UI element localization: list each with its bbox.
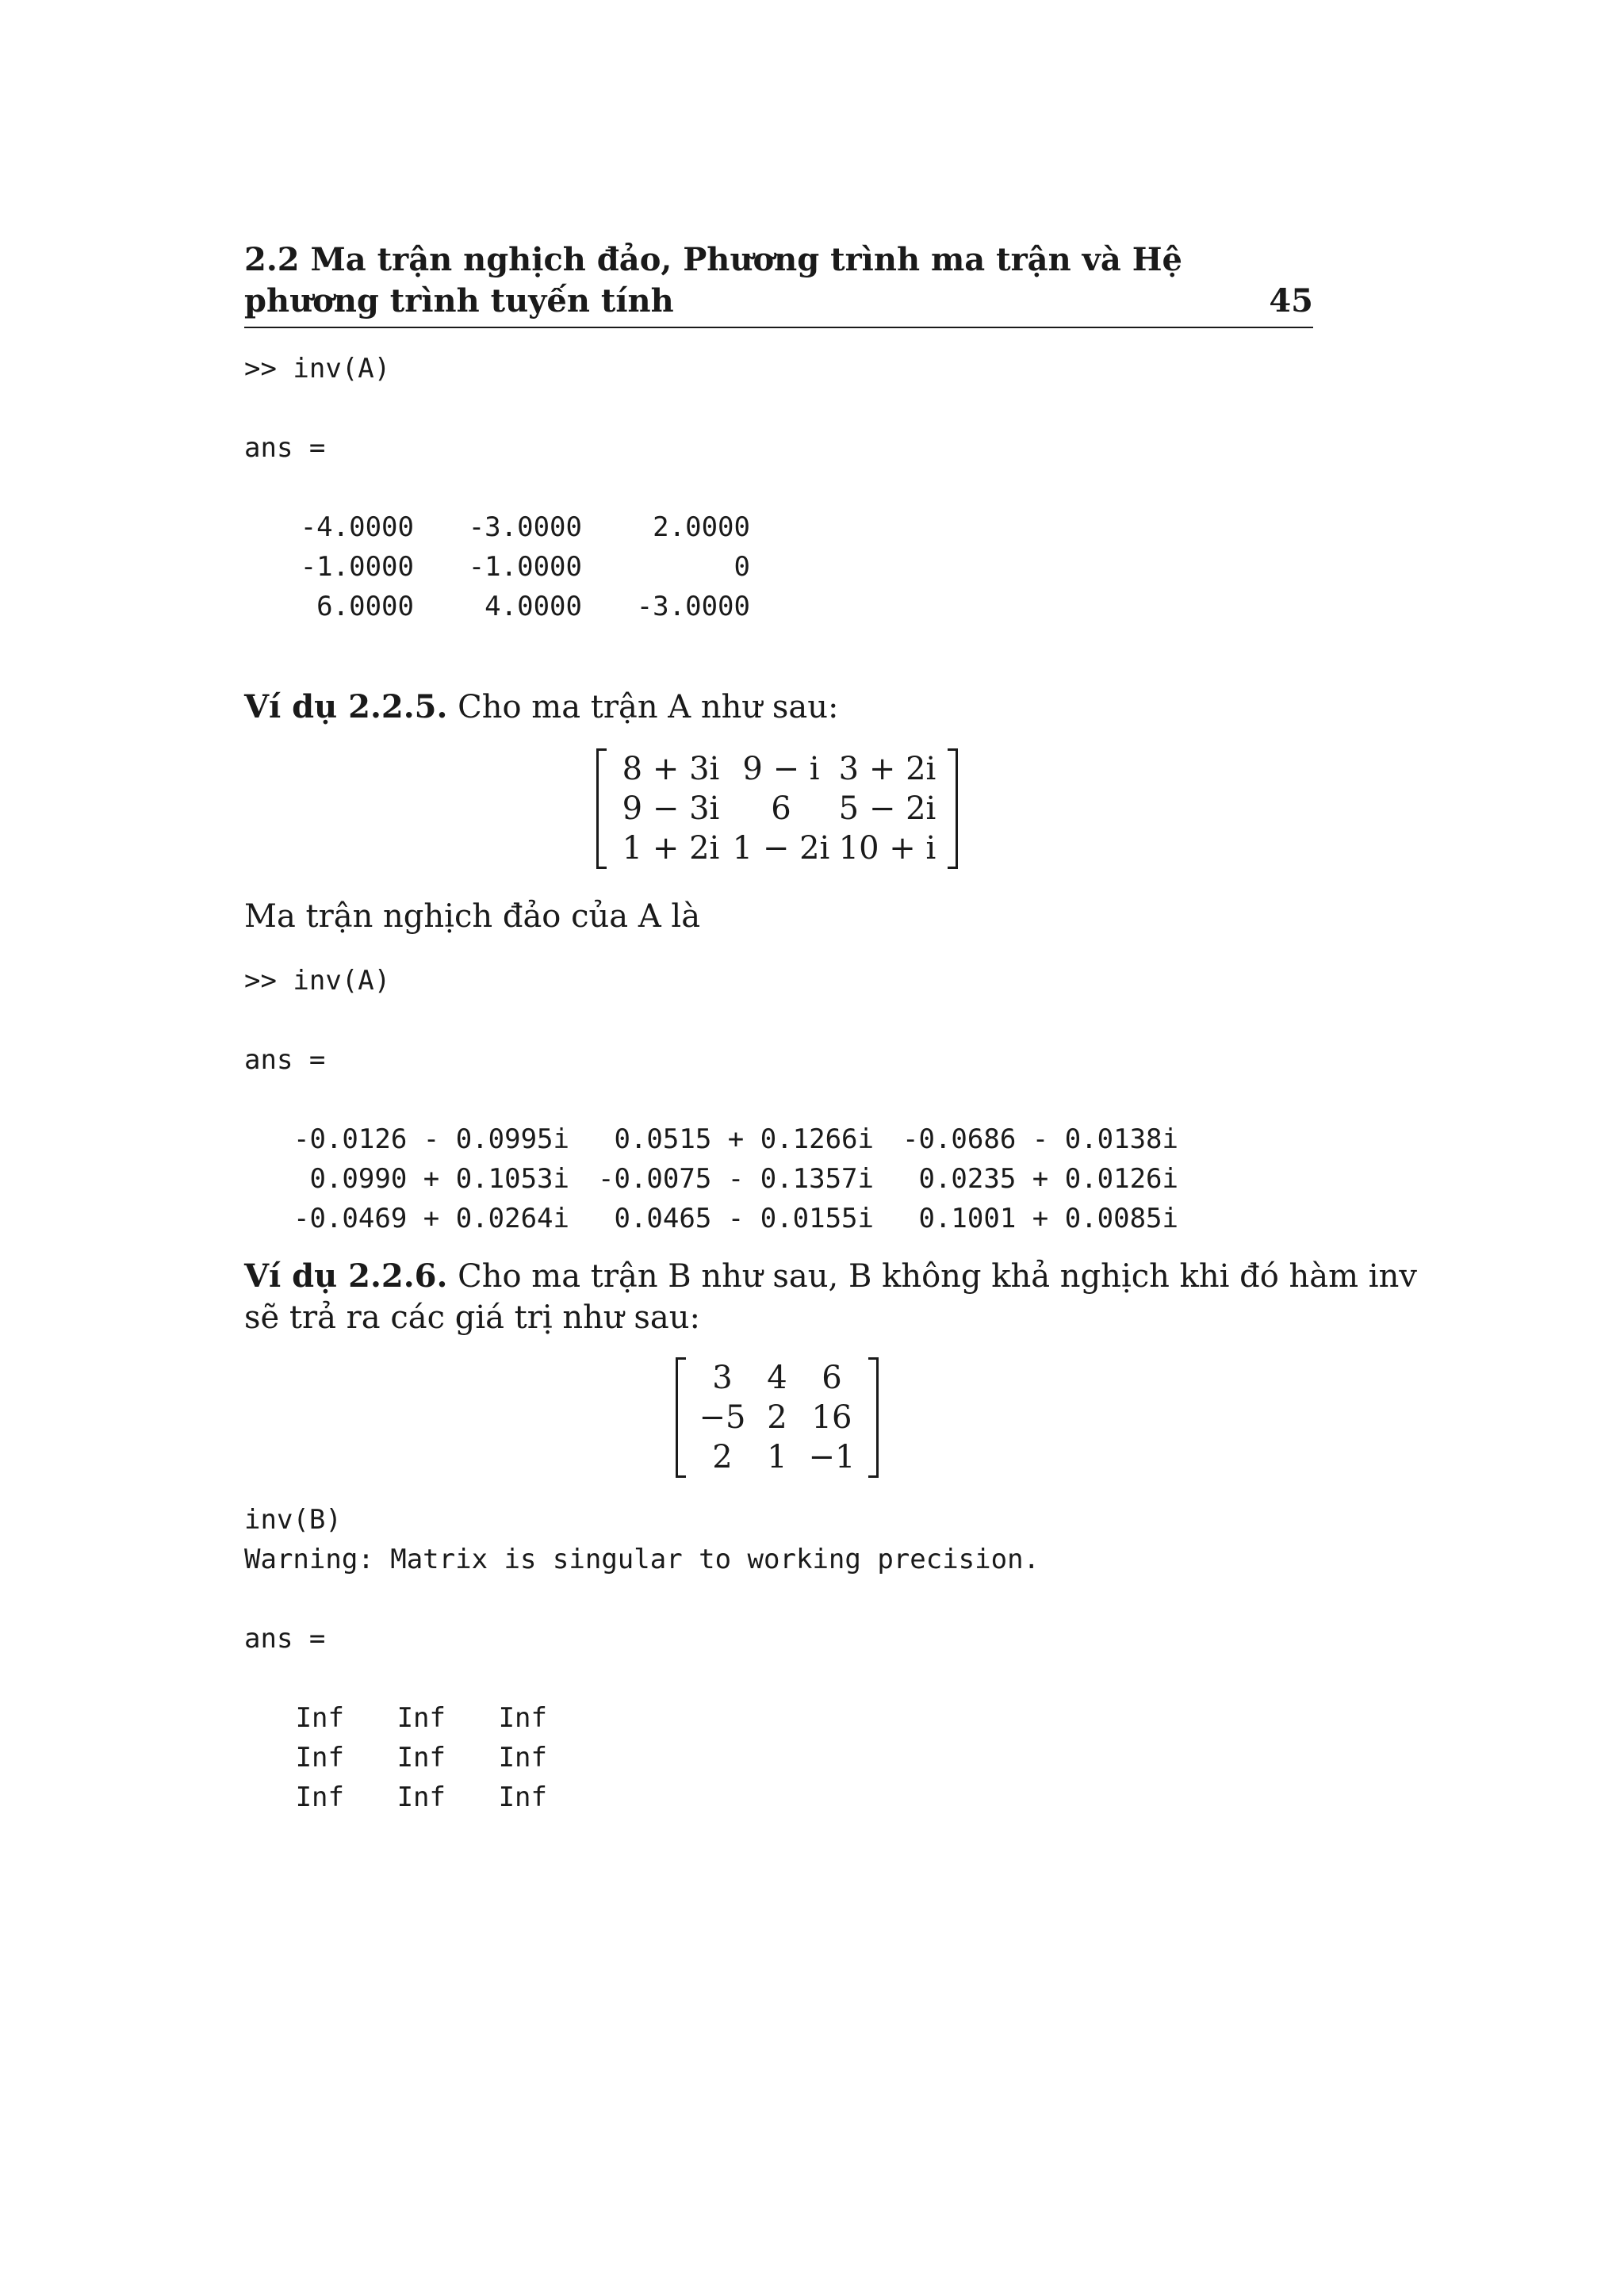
cell: 0.0235 + 0.0126i	[918, 1163, 1178, 1195]
cell: 8 + 3i	[622, 751, 720, 787]
cell: -1.0000	[300, 551, 414, 583]
table-row	[276, 1159, 1178, 1199]
cell: Inf	[396, 1742, 446, 1774]
table-row	[612, 749, 942, 789]
result-matrix	[295, 507, 750, 626]
table-row	[295, 547, 750, 587]
cell: 2.0000	[653, 511, 750, 543]
cell: 1 + 2i	[622, 830, 720, 867]
example-label: Ví dụ 2.2.5.	[244, 688, 448, 725]
cell: Inf	[295, 1781, 344, 1813]
header-rule	[244, 327, 1313, 328]
matrix-b-grid	[691, 1358, 863, 1477]
result-matrix	[295, 1698, 547, 1817]
example-label: Ví dụ 2.2.6.	[244, 1257, 448, 1295]
example-text: Cho ma trận A như sau:	[447, 689, 839, 725]
command-line: >> inv(A)	[244, 965, 391, 997]
right-bracket	[868, 1357, 879, 1478]
cell: 0.0465 - 0.0155i	[614, 1203, 874, 1234]
warning-message: Warning: Matrix is singular to working precision.	[244, 1544, 1040, 1575]
cell: -0.0126 - 0.0995i	[293, 1123, 569, 1155]
example-paragraph	[244, 687, 839, 728]
cell: 3	[712, 1360, 733, 1396]
ans-label: ans =	[244, 1623, 326, 1655]
cell: −5	[699, 1399, 746, 1436]
cell: 16	[811, 1399, 852, 1436]
left-bracket	[596, 748, 607, 869]
table-row	[612, 828, 942, 868]
cell: Inf	[498, 1781, 547, 1813]
cell: 4	[767, 1360, 787, 1396]
table-row	[295, 1738, 547, 1777]
result-matrix	[276, 1119, 1178, 1238]
cell: −1	[808, 1439, 856, 1475]
table-row	[691, 1437, 863, 1477]
cell: Inf	[498, 1702, 547, 1734]
table-row	[612, 789, 942, 828]
cell: 5 − 2i	[838, 790, 936, 827]
right-bracket	[948, 748, 958, 869]
command-line: inv(B)	[244, 1504, 342, 1536]
cell: Inf	[498, 1742, 547, 1774]
matrix-a	[596, 748, 958, 869]
table-row	[691, 1358, 863, 1398]
cell: -3.0000	[468, 511, 582, 543]
cell: 4.0000	[485, 591, 582, 622]
cell: 9 − i	[742, 751, 820, 787]
table-row	[295, 587, 750, 626]
ans-label: ans =	[244, 432, 326, 464]
cell: -4.0000	[300, 511, 414, 543]
cell: -0.0469 + 0.0264i	[293, 1203, 569, 1234]
cell: -3.0000	[636, 591, 750, 622]
running-header	[244, 239, 1313, 322]
section-title: 2.2 Ma trận nghịch đảo, Phương trình ma trận và Hệ phương trình tuyến tính	[244, 241, 1182, 320]
cell: 0.1001 + 0.0085i	[918, 1203, 1178, 1234]
table-row	[276, 1199, 1178, 1238]
example-text-continued: sẽ trả ra các giá trị như sau:	[244, 1299, 700, 1336]
cell: Inf	[396, 1702, 446, 1734]
matrix-b	[676, 1357, 879, 1478]
cell: 9 − 3i	[622, 790, 720, 827]
cell: 10 + i	[838, 830, 936, 867]
cell: -0.0075 - 0.1357i	[598, 1163, 874, 1195]
table-row	[295, 507, 750, 547]
cell: 2	[767, 1399, 787, 1436]
cell: 1 − 2i	[732, 830, 830, 867]
table-row	[295, 1698, 547, 1738]
cell: 3 + 2i	[838, 751, 936, 787]
ans-label: ans =	[244, 1044, 326, 1076]
cell: 0.0990 + 0.1053i	[309, 1163, 569, 1195]
command-line: >> inv(A)	[244, 353, 391, 385]
cell: Inf	[295, 1742, 344, 1774]
cell: 1	[767, 1439, 787, 1475]
cell: 0.0515 + 0.1266i	[614, 1123, 874, 1155]
cell: -0.0686 - 0.0138i	[902, 1123, 1178, 1155]
paragraph: Ma trận nghịch đảo của A là	[244, 898, 701, 935]
example-text: Cho ma trận B như sau, B không khả nghịch khi đó hàm inv	[447, 1258, 1417, 1295]
table-row	[276, 1119, 1178, 1159]
cell: -1.0000	[468, 551, 582, 583]
table-row	[691, 1398, 863, 1437]
cell: 6	[771, 790, 791, 827]
table-row	[295, 1777, 547, 1817]
matrix-a-grid	[612, 749, 942, 868]
cell: Inf	[295, 1702, 344, 1734]
cell: 2	[712, 1439, 733, 1475]
page-number: 45	[1269, 282, 1313, 320]
cell: Inf	[396, 1781, 446, 1813]
cell: 0	[733, 551, 750, 583]
example-paragraph	[244, 1256, 1417, 1297]
left-bracket	[676, 1357, 686, 1478]
cell: 6	[822, 1360, 842, 1396]
cell: 6.0000	[316, 591, 414, 622]
